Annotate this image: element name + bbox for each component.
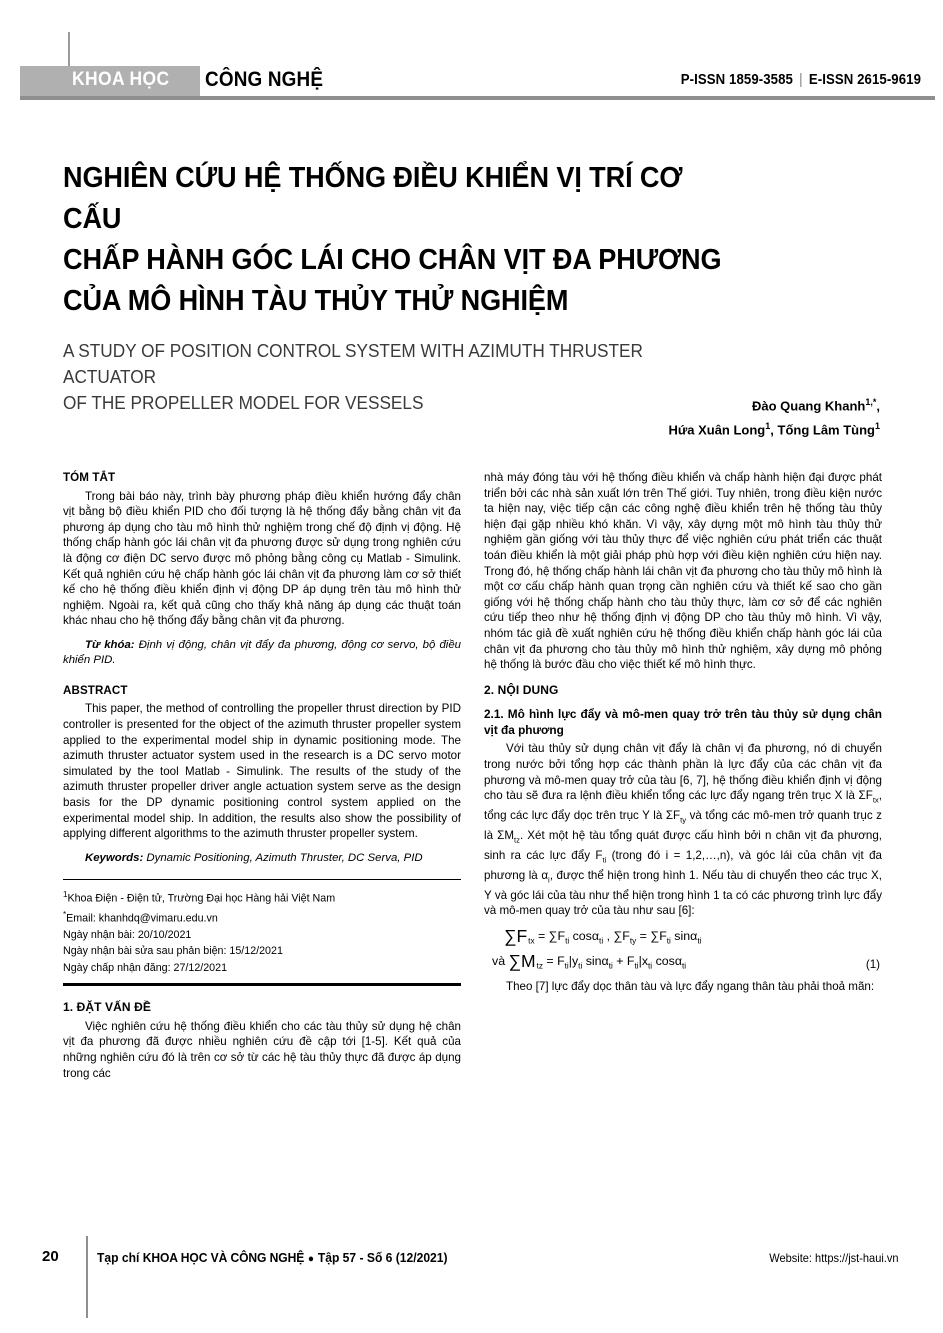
s21-p1-b: , tổng các lực đẩy dọc trên trục Y là ΣF [484, 789, 882, 822]
eq1-a: = ∑F [534, 928, 566, 943]
affiliation-block [63, 887, 461, 976]
author-line-1 [460, 392, 880, 416]
date-accepted: Ngày chấp nhận đăng: 27/12/2021 [63, 961, 228, 974]
affiliation-line-2 [63, 907, 461, 927]
masthead-rule [20, 96, 935, 100]
s21-sub-tz: tz [513, 835, 520, 845]
eq1-sub-3: ti [599, 936, 604, 946]
abstract-en-body: This paper, the method of controlling the propeller thrust direction by PID controller is presented for the object of the azimuth thruster propeller system applied to the experimental model ship in dynamic positioning mode. The azimuth thruster actuator system used in the research is a DC servo motor simulated by the tool Matlab - Simulink. The results of the study of the azimuth thruster propeller driver angle actuation system serve as the design basis for the DP dynamic positioning control system applied on the experimental model ship. In addition, the results also show the possibility of applying different algorithms to the azimuth thruster propeller system. [63, 702, 461, 841]
affiliation-marker-2: * [63, 910, 67, 920]
abstract-en-heading: ABSTRACT [63, 683, 128, 697]
keywords-vi-label: Từ khóa: [85, 638, 135, 651]
section-1-heading: 1. ĐẶT VẤN ĐỀ [63, 1000, 151, 1015]
abstract-vi-heading: TÓM TẮT [63, 471, 116, 484]
eq1-sub-5: ti [666, 936, 671, 946]
s21-p1-f: , được thể hiện trong hình 1. Nếu tàu di chuyển theo các trục X, Y và góc lái của tàu như thể hiện trong hình 1 ta có các phương trình lực đẩy và mô-men quay trở của tàu như sau [6]: [484, 868, 882, 918]
eq1-d: = ∑F [636, 928, 667, 943]
eq1-sub-13: ti [682, 961, 687, 971]
title-vi-line-2: CHẤP HÀNH GÓC LÁI CHO CHÂN VỊT ĐA PHƯƠNG [63, 244, 722, 276]
e-issn-text: E-ISSN 2615-9619 [808, 71, 921, 88]
eq1-b: cosα [569, 928, 600, 943]
s21-sub-ty: ty [680, 815, 687, 825]
author-line-2 [460, 416, 880, 440]
eq1-sub-9: ti [578, 961, 583, 971]
keywords-vi [63, 638, 461, 669]
author-line-2-sep: , [770, 422, 778, 438]
title-vi-line-1: NGHIÊN CỨU HỆ THỐNG ĐIỀU KHIỂN VỊ TRÍ CƠ CẤU [63, 162, 683, 235]
intro-paragraph-continued: nhà máy đóng tàu với hệ thống điều khiển và chấp hành hiện đại được phát triển bởi các nhà sản xuất lớn trên Thế giới. Tuy nhiên, trong điều kiện nước ta hiện nay, việc tiếp cận các công nghệ điều khiển trên hệ thống tàu thủy hiện đại gặp nhiều khó khăn. Vì vậy, xây dựng một mô hình tàu thủy thử nghiệm gần giống với tàu thủy thực để việc nghiên cứu phát triển các thuật toán điều khiển là một giải pháp phù hợp với điều kiện nghiên cứu hiện nay. Trong đó, hệ thống chấp hành lái chân vịt đa phương cho tàu thủy mô hình là một cơ cấu chấp hành quan trọng cần nghiên cứu và thiết kế sao cho gần giống với hệ thống chấp hành cho tàu thủy thực, làm cơ sở để các nghiên cứu tiếp theo như hệ thống định vị động DP cho tàu thủy mô hình. Vì vậy, nhóm tác giả đề xuất nghiên cứu hệ thống điều khiển chấp hành góc lái của chân vịt đa phương cho tàu thủy mô hình thử nghiệm, xây dựng mô phỏng hệ thống là bước đầu cho việc thiết kế mô hình thực. [484, 471, 882, 672]
author-name-1: Đào Quang Khanh [751, 398, 866, 414]
section-2-1-paragraph-1 [484, 741, 882, 919]
masthead-brand-khoahoc: KHOA HỌC [72, 69, 170, 90]
eq1-k: cosα [652, 954, 683, 969]
title-en-line-1: A STUDY OF POSITION CONTROL SYSTEM WITH AZIMUTH THRUSTER ACTUATOR [63, 340, 643, 387]
footer-journal-name: KHOA HỌC VÀ CÔNG NGHỆ [142, 1250, 305, 1265]
eq1-sub-6: ti [697, 936, 702, 946]
equation-1-block [484, 926, 882, 977]
section-2-heading: 2. NỘI DUNG [484, 682, 559, 697]
page-number: 20 [42, 1248, 59, 1265]
equation-1-number: (1) [865, 957, 880, 971]
title-vi-line-3: CỦA MÔ HÌNH TÀU THỦY THỬ NGHIỆM [63, 285, 569, 317]
page-footer [0, 1228, 943, 1333]
eq1-sub-8: ti [564, 961, 569, 971]
masthead-brand-congnghe: CÔNG NGHỆ [205, 68, 324, 91]
affiliation-marker-1: 1 [63, 890, 68, 900]
article-title-block [63, 158, 763, 416]
footer-website[interactable]: Website: https://jst-haui.vn [769, 1251, 899, 1265]
author-line-1-tail: , [876, 398, 880, 414]
section-2-1-heading: 2.1. Mô hình lực đẩy và mô-men quay trở trên tàu thủy sử dụng chân vịt đa phương [484, 707, 882, 737]
author-affil-marker-2: 1 [765, 421, 771, 432]
left-column [63, 470, 461, 1081]
footer-divider-bar [86, 1236, 88, 1318]
eq1-f: = F [542, 954, 565, 969]
eq1-c: , ∑F [603, 928, 630, 943]
eq1-sub-2: ti [565, 936, 570, 946]
p-issn-text: P-ISSN 1859-3585 [680, 71, 793, 88]
s21-p1-e: (trong đó i = 1,2,…,n), và góc lái của chân vịt đa phương là α [484, 848, 882, 882]
eq1-j: |x [638, 954, 649, 969]
author-name-3: Tống Lâm Tùng [777, 422, 875, 438]
keywords-en-label: Keywords: [85, 851, 144, 864]
author-name-2: Hứa Xuân Long [668, 422, 766, 438]
affiliation-text-1: Khoa Điện - Điện tử, Trường Đại học Hàng hải Việt Nam [67, 892, 336, 905]
affiliation-top-rule [63, 879, 461, 880]
eq1-g: |y [568, 954, 579, 969]
masthead-issn-group [681, 71, 921, 88]
eq1-sub-4: ty [629, 936, 637, 946]
section-2-1-paragraph-2: Theo [7] lực đẩy dọc thân tàu và lực đẩy ngang thân tàu phải thoả mãn: [506, 979, 875, 993]
affiliation-bottom-rule [63, 983, 461, 986]
article-title-vietnamese [63, 158, 728, 322]
equation-1-line-1 [484, 926, 882, 951]
issn-separator: | [799, 71, 803, 88]
eq1-sub-10: ti [608, 961, 613, 971]
affiliation-line-1 [63, 887, 461, 907]
eq1-sub-11: ti [634, 961, 639, 971]
equation-1-line-2 [484, 951, 882, 976]
keywords-en [63, 851, 461, 866]
author-affil-marker-3: 1 [874, 421, 880, 432]
s21-p1-d: . Xét một hệ tàu tổng quát được cấu hình bởi n chân vịt đa phương, sinh ra các lực đẩy F [484, 828, 882, 862]
eq1-sigma-1: ∑F [504, 925, 528, 946]
eq1-h: sinα [582, 954, 609, 969]
s21-p1-a: Với tàu thủy sử dụng chân vịt đẩy là chân vị đa phương, nó di chuyển trong nước bởi tổng hợp các thành phần là lực đẩy của các chân vịt đa phương và mô-men quay trở của tàu [6, 7], hệ thống điều khiển định vị động cho tàu sẽ đưa ra lệnh điều khiển tổng các lực đẩy ngang trên trục X là ΣF [484, 742, 882, 803]
eq1-sigma-2: ∑M [508, 951, 536, 972]
s21-sub-tx: tx [872, 795, 879, 805]
footer-volume-issue: Tập 57 - Số 6 (12/2021) [317, 1250, 448, 1265]
masthead-tick-mark [68, 32, 70, 68]
footer-journal-info [97, 1250, 448, 1265]
eq1-prefix-va: và [492, 954, 509, 969]
date-revised: Ngày nhận bài sửa sau phản biện: 15/12/2021 [63, 945, 283, 958]
page-masthead [0, 0, 943, 112]
s21-sub-i: i [548, 875, 550, 885]
author-affil-marker-1: 1,* [865, 397, 877, 407]
abstract-vi-body: Trong bài báo này, trình bày phương pháp điều khiển hướng đẩy chân vịt bằng bộ điều khiển PID cho đối tượng là hệ thống đẩy bằng chân vịt đa phương áp dụng cho tàu mô hình thử nghiệm trong chế độ định vị động. Hệ thống chấp hành góc lái chân vịt đa phương được sử dụng trong nghiên cứu là động cơ điện DC servo được mô phỏng bằng công cụ Matlab - Simulink. Kết quả nghiên cứu hệ chấp hành góc lái chân vịt đa phương làm cơ sở thiết kế cho hệ thống điều khiển định vị động DP áp dụng trên tàu mô hình thử nghiệm. Ngoài ra, kết quả cũng cho thấy khả năng áp dụng các thuật toán khác nhau cho hệ thống đẩy bằng chân vịt đa phương. [63, 489, 461, 628]
eq1-e: sinα [670, 928, 698, 943]
author-list [460, 392, 880, 441]
right-column [484, 470, 882, 994]
eq1-i: + F [612, 954, 635, 969]
eq1-sub-1: tx [528, 936, 535, 946]
eq1-sub-12: ti [648, 961, 653, 971]
keywords-vi-text: Định vị động, chân vịt đẩy đa phương, động cơ servo, bộ điều khiển PID. [63, 638, 461, 667]
affiliation-email: Email: khanhdq@vimaru.edu.vn [66, 912, 218, 925]
footer-bullet-icon: ● [307, 1253, 315, 1265]
title-en-line-2: OF THE PROPELLER MODEL FOR VESSELS [63, 392, 424, 413]
s21-sub-ti: ti [602, 855, 607, 865]
keywords-en-text: Dynamic Positioning, Azimuth Thruster, DC Serva, PID [143, 851, 423, 864]
footer-journal-label: Tạp chí [97, 1250, 140, 1265]
s21-p1-c: và tổng các mô-men trở quanh trục z là ΣM [484, 809, 882, 842]
eq1-sub-7: tz [536, 961, 543, 971]
section-1-paragraph-1: Việc nghiên cứu hệ thống điều khiển cho các tàu thủy sử dụng hệ chân vịt đa phương đã được nhiều nghiên cứu đề cập tới [1-5]. Kết quả của những nghiên cứu đó là trên cơ sở từ các hệ tàu thủy thực đã được áp dụng trong các [63, 1019, 461, 1080]
date-received: Ngày nhận bài: 20/10/2021 [63, 929, 192, 942]
